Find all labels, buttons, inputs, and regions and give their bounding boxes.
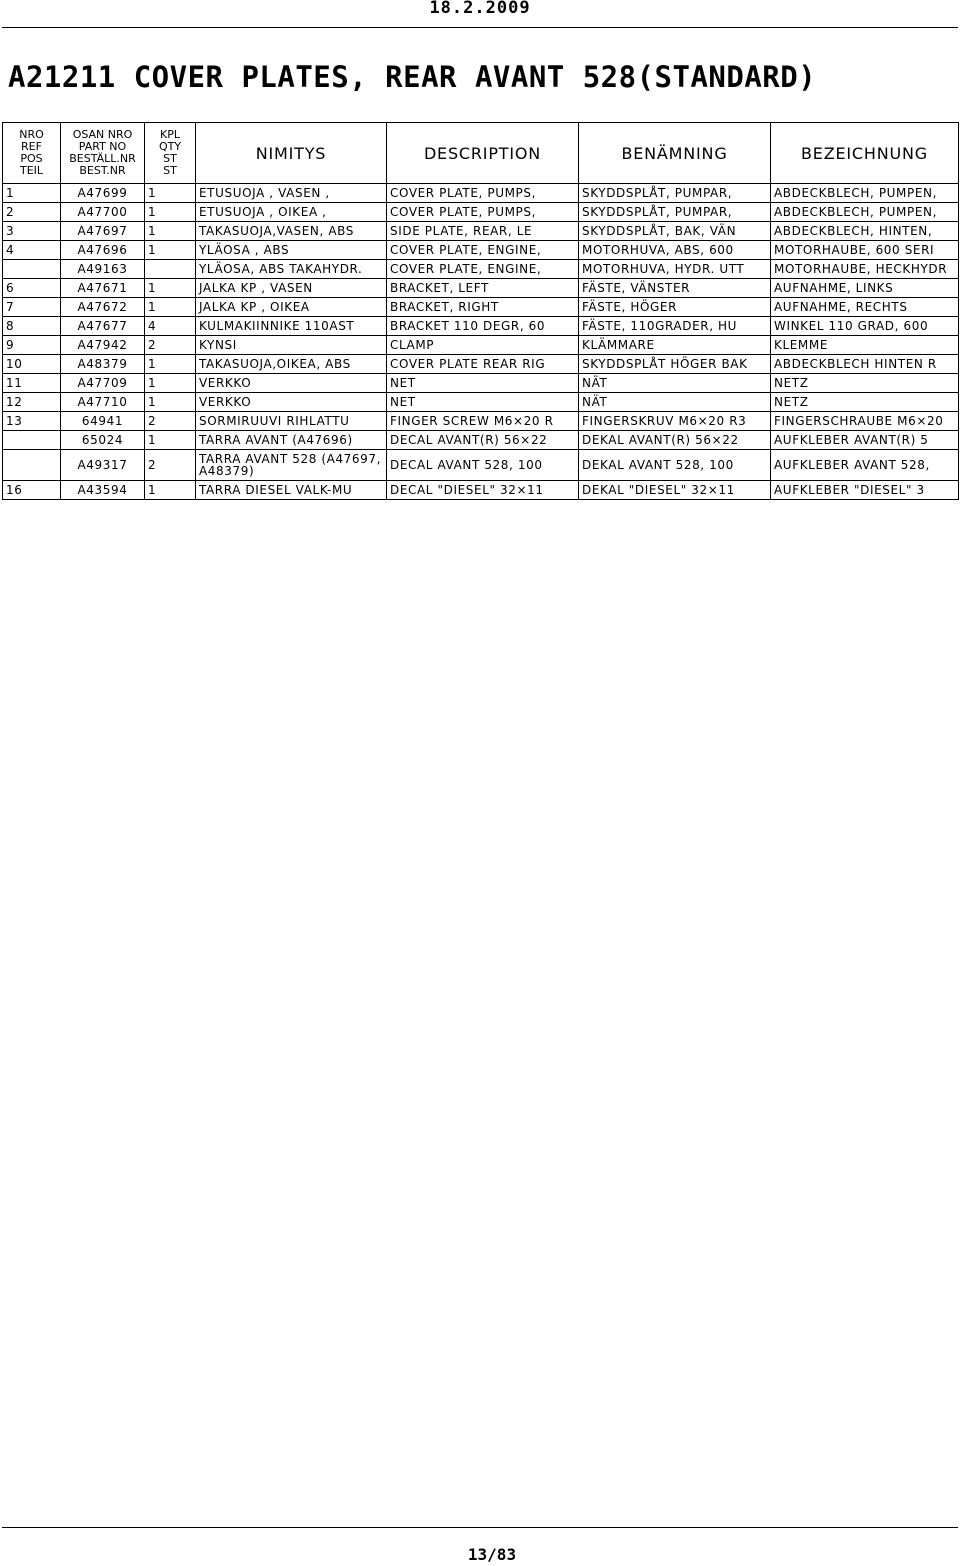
table-row: [3, 374, 959, 393]
cell-nimitys: YLÄOSA , ABS: [196, 241, 387, 260]
cell-part-no: A47709: [61, 374, 145, 393]
parts-table: [2, 122, 959, 500]
cell-qty: 1: [145, 355, 196, 374]
cell-part-no: A47699: [61, 184, 145, 203]
cell-bezeichnung: ABDECKBLECH HINTEN R: [771, 355, 959, 374]
cell-benamning: FÄSTE, 110GRADER, HU: [579, 317, 771, 336]
header-benamning: BENÄMNING: [579, 123, 771, 184]
cell-nimitys: KULMAKIINNIKE 110AST: [196, 317, 387, 336]
page-number: 13/83: [467, 1545, 517, 1564]
cell-qty: 2: [145, 336, 196, 355]
cell-ref: [3, 431, 61, 450]
cell-description: COVER PLATE, ENGINE,: [387, 241, 579, 260]
cell-bezeichnung: ABDECKBLECH, HINTEN,: [771, 222, 959, 241]
cell-nimitys: TARRA DIESEL VALK-MU: [196, 481, 387, 500]
cell-ref: 8: [3, 317, 61, 336]
cell-nimitys: TARRA AVANT (A47696): [196, 431, 387, 450]
cell-benamning: SKYDDSPLÅT, PUMPAR,: [579, 184, 771, 203]
cell-bezeichnung: AUFKLEBER AVANT(R) 5: [771, 431, 959, 450]
cell-description: CLAMP: [387, 336, 579, 355]
cell-benamning: DEKAL "DIESEL" 32×11: [579, 481, 771, 500]
cell-qty: 2: [145, 412, 196, 431]
cell-qty: 1: [145, 203, 196, 222]
cell-benamning: MOTORHUVA, ABS, 600: [579, 241, 771, 260]
cell-ref: 12: [3, 393, 61, 412]
cell-benamning: SKYDDSPLÅT, PUMPAR,: [579, 203, 771, 222]
footer-divider: [2, 1527, 958, 1528]
cell-description: COVER PLATE REAR RIG: [387, 355, 579, 374]
cell-description: BRACKET, LEFT: [387, 279, 579, 298]
header-bezeichnung: BEZEICHNUNG: [771, 123, 959, 184]
table-row: [3, 222, 959, 241]
table-row: [3, 260, 959, 279]
cell-benamning: FÄSTE, HÖGER: [579, 298, 771, 317]
cell-part-no: 65024: [61, 431, 145, 450]
cell-nimitys: VERKKO: [196, 393, 387, 412]
table-row: [3, 412, 959, 431]
cell-benamning: DEKAL AVANT 528, 100: [579, 450, 771, 481]
header-divider: [2, 27, 958, 28]
cell-part-no: A47700: [61, 203, 145, 222]
cell-ref: 9: [3, 336, 61, 355]
cell-qty: 4: [145, 317, 196, 336]
cell-qty: 2: [145, 450, 196, 481]
cell-ref: 16: [3, 481, 61, 500]
table-row: [3, 481, 959, 500]
cell-qty: 1: [145, 222, 196, 241]
document-date: 18.2.2009: [429, 0, 531, 18]
cell-ref: 4: [3, 241, 61, 260]
table-row: [3, 355, 959, 374]
cell-benamning: NÄT: [579, 393, 771, 412]
cell-bezeichnung: AUFKLEBER AVANT 528,: [771, 450, 959, 481]
table-row: [3, 241, 959, 260]
cell-ref: [3, 450, 61, 481]
cell-description: SIDE PLATE, REAR, LE: [387, 222, 579, 241]
cell-part-no: A49317: [61, 450, 145, 481]
cell-qty: 1: [145, 431, 196, 450]
table-row: [3, 317, 959, 336]
cell-qty: 1: [145, 279, 196, 298]
cell-benamning: DEKAL AVANT(R) 56×22: [579, 431, 771, 450]
cell-benamning: NÄT: [579, 374, 771, 393]
cell-description: COVER PLATE, PUMPS,: [387, 203, 579, 222]
cell-description: BRACKET 110 DEGR, 60: [387, 317, 579, 336]
cell-nimitys: JALKA KP , OIKEA: [196, 298, 387, 317]
cell-description: FINGER SCREW M6×20 R: [387, 412, 579, 431]
cell-qty: 1: [145, 241, 196, 260]
cell-benamning: FINGERSKRUV M6×20 R3: [579, 412, 771, 431]
table-row: [3, 203, 959, 222]
cell-part-no: A49163: [61, 260, 145, 279]
cell-bezeichnung: ABDECKBLECH, PUMPEN,: [771, 203, 959, 222]
cell-ref: 7: [3, 298, 61, 317]
cell-bezeichnung: AUFNAHME, RECHTS: [771, 298, 959, 317]
cell-bezeichnung: WINKEL 110 GRAD, 600: [771, 317, 959, 336]
cell-benamning: MOTORHUVA, HYDR. UTT: [579, 260, 771, 279]
cell-part-no: A47942: [61, 336, 145, 355]
cell-qty: 1: [145, 481, 196, 500]
cell-part-no: A47672: [61, 298, 145, 317]
cell-ref: [3, 260, 61, 279]
cell-nimitys: SORMIRUUVI RIHLATTU: [196, 412, 387, 431]
cell-description: COVER PLATE, PUMPS,: [387, 184, 579, 203]
cell-bezeichnung: NETZ: [771, 374, 959, 393]
cell-qty: 1: [145, 184, 196, 203]
cell-description: DECAL "DIESEL" 32×11: [387, 481, 579, 500]
cell-nimitys: ETUSUOJA , VASEN ,: [196, 184, 387, 203]
cell-ref: 3: [3, 222, 61, 241]
cell-qty: 1: [145, 374, 196, 393]
cell-part-no: 64941: [61, 412, 145, 431]
cell-part-no: A47677: [61, 317, 145, 336]
table-row: [3, 184, 959, 203]
cell-nimitys: YLÄOSA, ABS TAKAHYDR.: [196, 260, 387, 279]
cell-ref: 6: [3, 279, 61, 298]
cell-benamning: SKYDDSPLÅT, BAK, VÄN: [579, 222, 771, 241]
cell-qty: 1: [145, 393, 196, 412]
cell-bezeichnung: NETZ: [771, 393, 959, 412]
cell-benamning: SKYDDSPLÅT HÖGER BAK: [579, 355, 771, 374]
cell-description: BRACKET, RIGHT: [387, 298, 579, 317]
table-row: [3, 431, 959, 450]
cell-nimitys: JALKA KP , VASEN: [196, 279, 387, 298]
cell-nimitys: KYNSI: [196, 336, 387, 355]
cell-bezeichnung: MOTORHAUBE, HECKHYDR: [771, 260, 959, 279]
cell-nimitys-text: TARRA AVANT 528 (A47697, A48379): [199, 452, 382, 478]
cell-ref: 11: [3, 374, 61, 393]
cell-bezeichnung: AUFNAHME, LINKS: [771, 279, 959, 298]
cell-qty: [145, 260, 196, 279]
cell-nimitys: VERKKO: [196, 374, 387, 393]
cell-part-no: A48379: [61, 355, 145, 374]
cell-part-no: A47671: [61, 279, 145, 298]
cell-description: NET: [387, 374, 579, 393]
cell-qty: 1: [145, 298, 196, 317]
cell-description: NET: [387, 393, 579, 412]
cell-benamning: KLÄMMARE: [579, 336, 771, 355]
table-row: [3, 336, 959, 355]
cell-bezeichnung: FINGERSCHRAUBE M6×20: [771, 412, 959, 431]
cell-bezeichnung: ABDECKBLECH, PUMPEN,: [771, 184, 959, 203]
cell-benamning: FÄSTE, VÄNSTER: [579, 279, 771, 298]
cell-ref: 1: [3, 184, 61, 203]
header-nimitys: NIMITYS: [196, 123, 387, 184]
table-row: [3, 393, 959, 412]
cell-ref: 13: [3, 412, 61, 431]
cell-ref: 2: [3, 203, 61, 222]
header-part-no: OSAN NRO PART NO BESTÄLL.NR BEST.NR: [61, 123, 145, 184]
cell-description: DECAL AVANT 528, 100: [387, 450, 579, 481]
cell-part-no: A47696: [61, 241, 145, 260]
header-ref: NRO REF POS TEIL: [3, 123, 61, 184]
cell-description: DECAL AVANT(R) 56×22: [387, 431, 579, 450]
cell-bezeichnung: MOTORHAUBE, 600 SERI: [771, 241, 959, 260]
cell-nimitys: [196, 450, 387, 481]
page-title: A21211 COVER PLATES, REAR AVANT 528(STANDARD): [8, 60, 817, 94]
cell-part-no: A43594: [61, 481, 145, 500]
cell-nimitys: TAKASUOJA,OIKEA, ABS: [196, 355, 387, 374]
cell-nimitys: TAKASUOJA,VASEN, ABS: [196, 222, 387, 241]
header-qty: KPL QTY ST ST: [145, 123, 196, 184]
table-row: [3, 298, 959, 317]
cell-description: COVER PLATE, ENGINE,: [387, 260, 579, 279]
cell-ref: 10: [3, 355, 61, 374]
table-row: [3, 279, 959, 298]
header-description: DESCRIPTION: [387, 123, 579, 184]
cell-nimitys: ETUSUOJA , OIKEA ,: [196, 203, 387, 222]
cell-part-no: A47710: [61, 393, 145, 412]
table-header-row: [3, 123, 959, 184]
cell-bezeichnung: KLEMME: [771, 336, 959, 355]
cell-bezeichnung: AUFKLEBER "DIESEL" 3: [771, 481, 959, 500]
table-row: [3, 450, 959, 481]
cell-part-no: A47697: [61, 222, 145, 241]
